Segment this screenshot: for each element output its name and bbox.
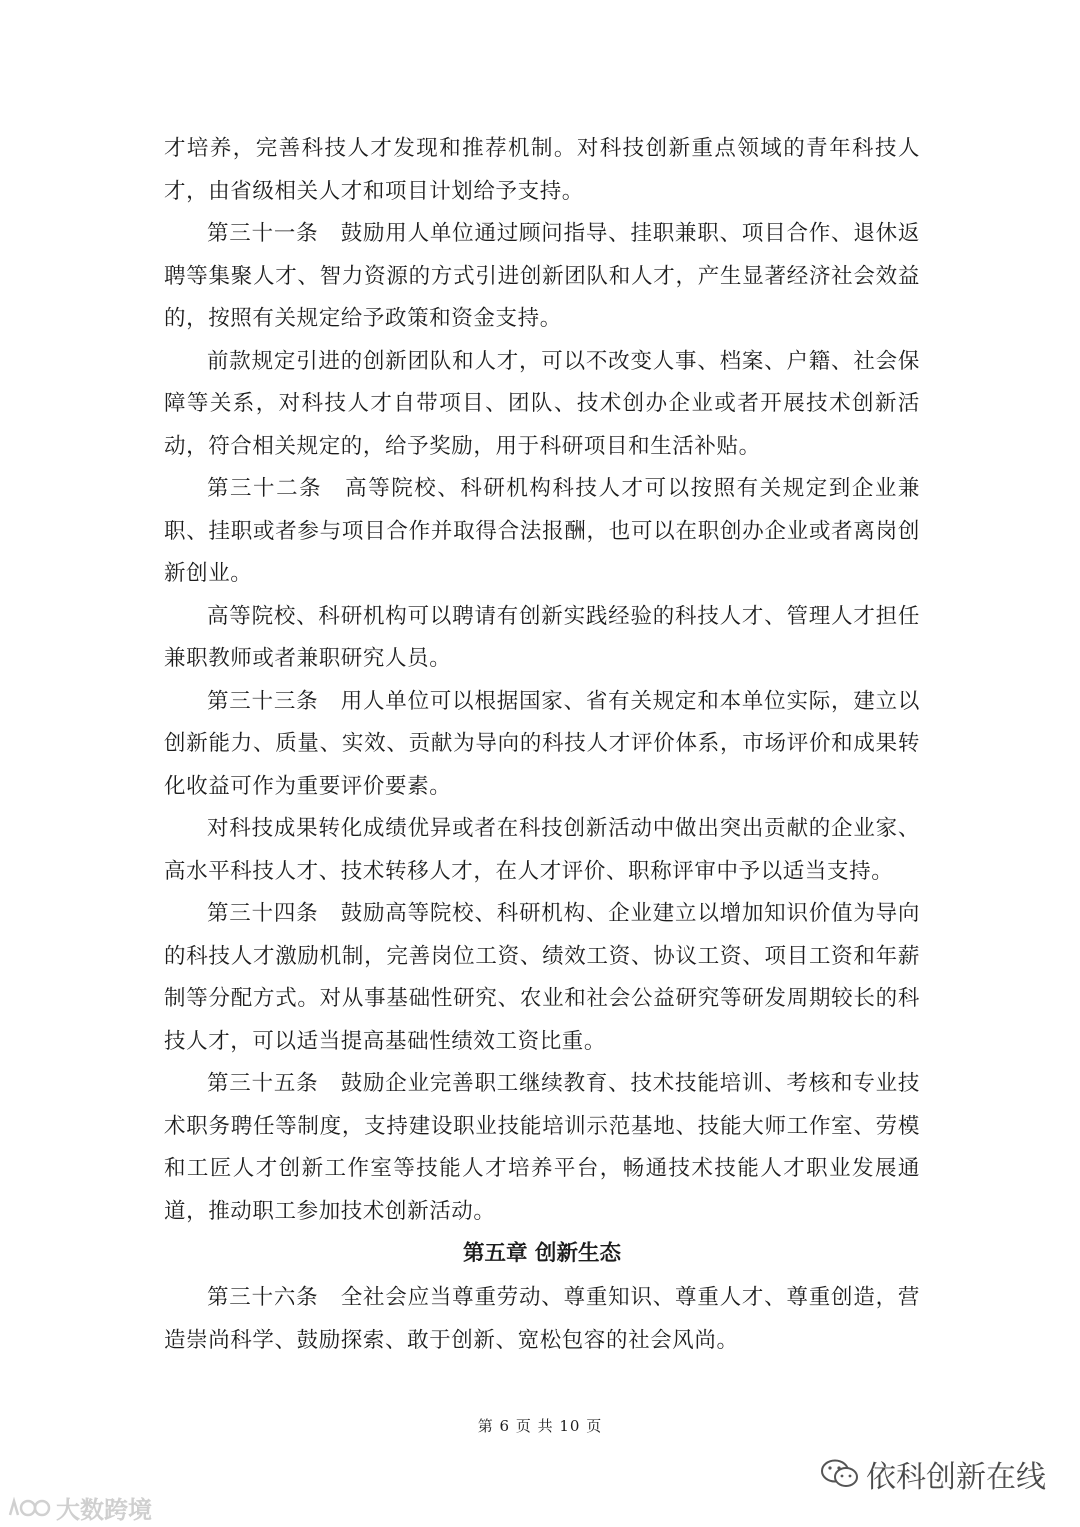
wechat-icon [820,1458,860,1490]
article-31: 第三十一条 鼓励用人单位通过顾问指导、挂职兼职、项目合作、退休返聘等集聚人才、智力资源的方式引进创新团队和人才，产生显著经济社会效益的，按照有关规定给予政策和资金支持。 [164,221,920,331]
article-36: 第三十六条 全社会应当尊重劳动、尊重知识、尊重人才、尊重创造，营造崇尚科学、鼓励探索、敢于创新、宽松包容的社会风尚。 [164,1285,920,1353]
paragraph: 高等院校、科研机构可以聘请有创新实践经验的科技人才、管理人才担任兼职教师或者兼职研究人员。 [164,603,920,671]
watermark-left [6,1490,152,1525]
page-footer: 第 6 页 共 10 页 [477,1417,603,1435]
body-text-top [164,128,920,1233]
paragraph: 对科技成果转化成绩优异或者在科技创新活动中做出突出贡献的企业家、高水平科技人才、技术转移人才，在人才评价、职称评审中予以适当支持。 [164,816,920,884]
watermark-right-text: 依科创新在线 [866,1460,1046,1495]
article-34: 第三十四条 鼓励高等院校、科研机构、企业建立以增加知识价值为导向的科技人才激励机制，完善岗位工资、绩效工资、协议工资、项目工资和年薪制等分配方式。对从事基础性研究、农业和社会公益研究等研发周期较长的科技人才，可以适当提高基础性绩效工资比重。 [164,901,920,1054]
chapter-title: 第五章 创新生态 [463,1241,621,1266]
watermark-right [820,1452,1046,1496]
article-32: 第三十二条 高等院校、科研机构科技人才可以按照有关规定到企业兼职、挂职或者参与项目合作并取得合法报酬，也可以在职创办企业或者离岗创新创业。 [164,476,920,586]
watermark-left-text: 大数跨境 [56,1496,152,1524]
brand-logo-icon [6,1495,52,1521]
paragraph: 前款规定引进的创新团队和人才，可以不改变人事、档案、户籍、社会保障等关系，对科技人才自带项目、团队、技术创办企业或者开展技术创新活动，符合相关规定的，给予奖励，用于科研项目和生活补贴。 [164,348,920,459]
article-35: 第三十五条 鼓励企业完善职工继续教育、技术技能培训、考核和专业技术职务聘任等制度，支持建设职业技能培训示范基地、技能大师工作室、劳模和工匠人才创新工作室等技能人才培养平台，畅通技术技能人才职业发展通道，推动职工参加技术创新活动。 [164,1071,920,1224]
article-33: 第三十三条 用人单位可以根据国家、省有关规定和本单位实际，建立以创新能力、质量、实效、贡献为导向的科技人才评价体系，市场评价和成果转化收益可作为重要评价要素。 [164,688,920,799]
body-text-bottom [164,1277,920,1362]
paragraph: 才培养，完善科技人才发现和推荐机制。对科技创新重点领域的青年科技人才，由省级相关人才和项目计划给予支持。 [164,136,920,204]
